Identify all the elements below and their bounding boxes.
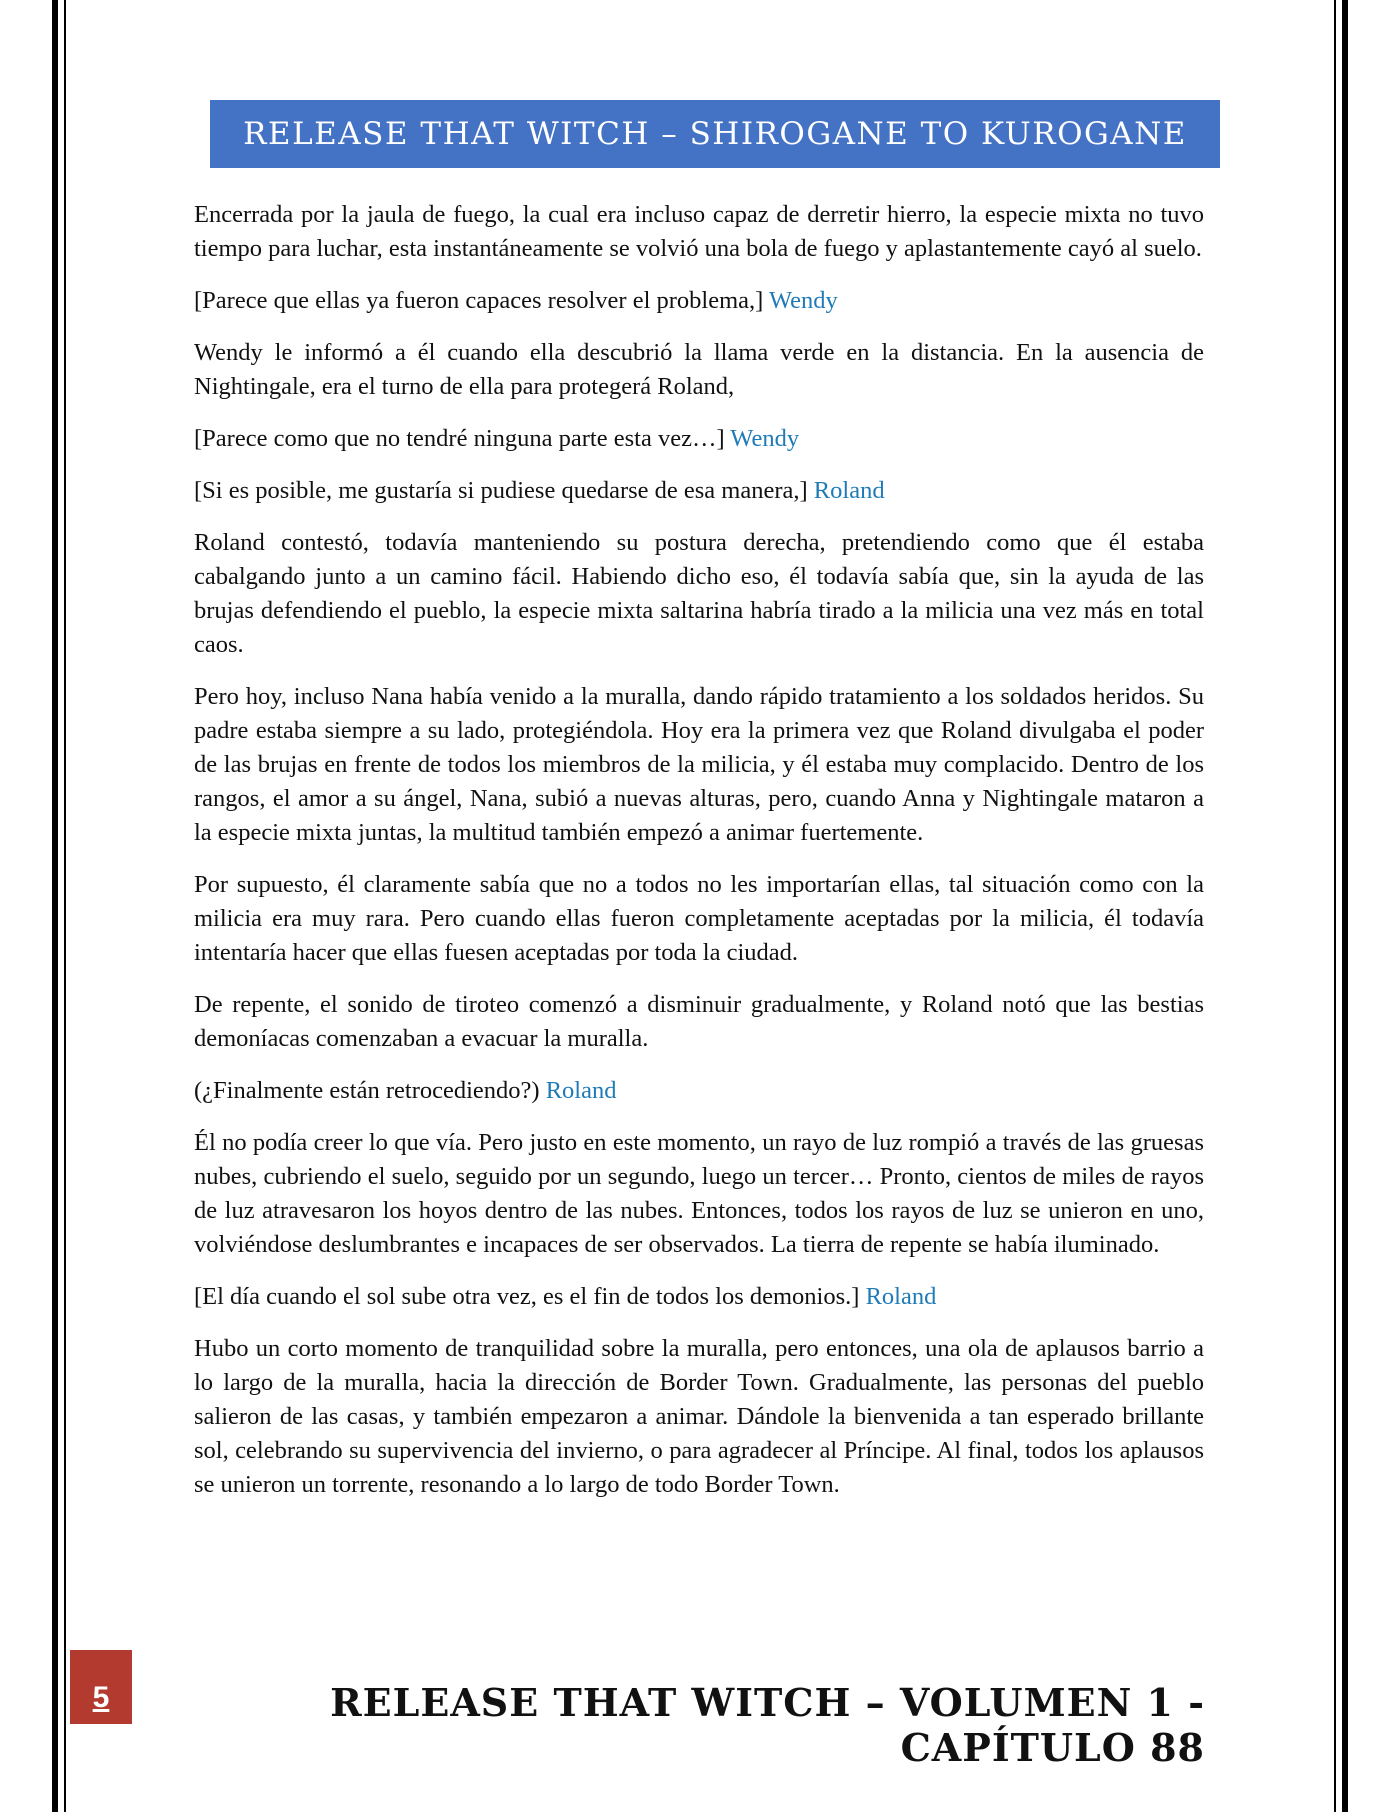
paragraph-text: Encerrada por la jaula de fuego, la cual era incluso capaz de derretir hierro, la especie mixta no tuvo tiempo para luchar, esta instantáneamente se volvió una bola de fuego y aplastantemente cayó al suelo. — [194, 201, 1204, 262]
paragraph — [194, 1280, 1204, 1314]
page-border-left-inner — [64, 0, 66, 1812]
paragraph-text: [Si es posible, me gustaría si pudiese quedarse de esa manera,] — [194, 477, 808, 504]
paragraph — [194, 284, 1204, 318]
paragraph — [194, 680, 1204, 850]
paragraph-text: Roland contestó, todavía manteniendo su postura derecha, pretendiendo como que él estaba cabalgando junto a un camino fácil. Habiendo dicho eso, él todavía sabía que, sin la ayuda de las brujas defendiendo el pueblo, la especie mixta saltarina habría tirado a la milicia una vez más en total caos. — [194, 529, 1204, 658]
paragraph — [194, 336, 1204, 404]
paragraph — [194, 868, 1204, 970]
page-border-right-outer — [1342, 0, 1348, 1812]
paragraph — [194, 1126, 1204, 1262]
speaker-name: Roland — [545, 1077, 617, 1104]
page-number-box — [70, 1650, 132, 1724]
paragraph-text: Hubo un corto momento de tranquilidad sobre la muralla, pero entonces, una ola de aplausos barrio a lo largo de la muralla, hacia la dirección de Border Town. Gradualmente, las personas del pueblo salieron de las casas, y también empezaron a animar. Dándole la bienvenida a tan esperado brillante sol, celebrando su supervivencia del invierno, o para agradecer al Príncipe. Al final, todos los aplausos se unieron un torrente, resonando a lo largo de todo Border Town. — [194, 1335, 1204, 1498]
paragraph-text: Wendy le informó a él cuando ella descubrió la llama verde en la distancia. En la ausencia de Nightingale, era el turno de ella para protegerá Roland, — [194, 339, 1204, 400]
paragraph-text: [Parece como que no tendré ninguna parte esta vez…] — [194, 425, 725, 452]
speaker-name: Wendy — [730, 425, 800, 452]
page-border-left-outer — [52, 0, 58, 1812]
chapter-body — [194, 198, 1204, 1520]
page-number: 5 — [92, 1681, 110, 1714]
paragraph-text: Él no podía creer lo que vía. Pero justo en este momento, un rayo de luz rompió a través de las gruesas nubes, cubriendo el suelo, seguido por un segundo, luego un tercer… Pronto, cientos de miles de rayos de luz atravesaron los hoyos dentro de las nubes. Entonces, todos los rayos de luz se unieron en uno, volviéndose deslumbrantes e incapaces de ser observados. La tierra de repente se había iluminado. — [194, 1129, 1204, 1258]
speaker-name: Roland — [865, 1283, 937, 1310]
paragraph — [194, 988, 1204, 1056]
paragraph-text: [Parece que ellas ya fueron capaces resolver el problema,] — [194, 287, 764, 314]
paragraph — [194, 198, 1204, 266]
paragraph — [194, 422, 1204, 456]
header-banner — [210, 100, 1220, 168]
paragraph-text: De repente, el sonido de tiroteo comenzó a disminuir gradualmente, y Roland notó que las bestias demoníacas comenzaban a evacuar la muralla. — [194, 991, 1204, 1052]
paragraph-text: Por supuesto, él claramente sabía que no a todos no les importarían ellas, tal situación como con la milicia era muy rara. Pero cuando ellas fueron completamente aceptadas por la milicia, él todavía intentaría hacer que ellas fuesen aceptadas por toda la ciudad. — [194, 871, 1204, 966]
paragraph — [194, 1074, 1204, 1108]
paragraph — [194, 526, 1204, 662]
page-border-right-inner — [1334, 0, 1336, 1812]
paragraph-text: Pero hoy, incluso Nana había venido a la muralla, dando rápido tratamiento a los soldados heridos. Su padre estaba siempre a su lado, protegiéndola. Hoy era la primera vez que Roland divulgaba el poder de las brujas en frente de todos los miembros de la milicia, y él estaba muy complacido. Dentro de los rangos, el amor a su ángel, Nana, subió a nuevas alturas, pero, cuando Anna y Nightingale mataron a la especie mixta juntas, la multitud también empezó a animar fuertemente. — [194, 683, 1204, 846]
paragraph-text: (¿Finalmente están retrocediendo?) — [194, 1077, 540, 1104]
paragraph — [194, 1332, 1204, 1502]
paragraph — [194, 474, 1204, 508]
paragraph-text: [El día cuando el sol sube otra vez, es el fin de todos los demonios.] — [194, 1283, 860, 1310]
speaker-name: Roland — [813, 477, 885, 504]
header-title: RELEASE THAT WITCH – SHIROGANE TO KUROGANE — [243, 116, 1187, 152]
footer-title: RELEASE THAT WITCH – VOLUMEN 1 - CAPÍTULO 88 — [330, 1680, 1205, 1770]
speaker-name: Wendy — [769, 287, 838, 314]
